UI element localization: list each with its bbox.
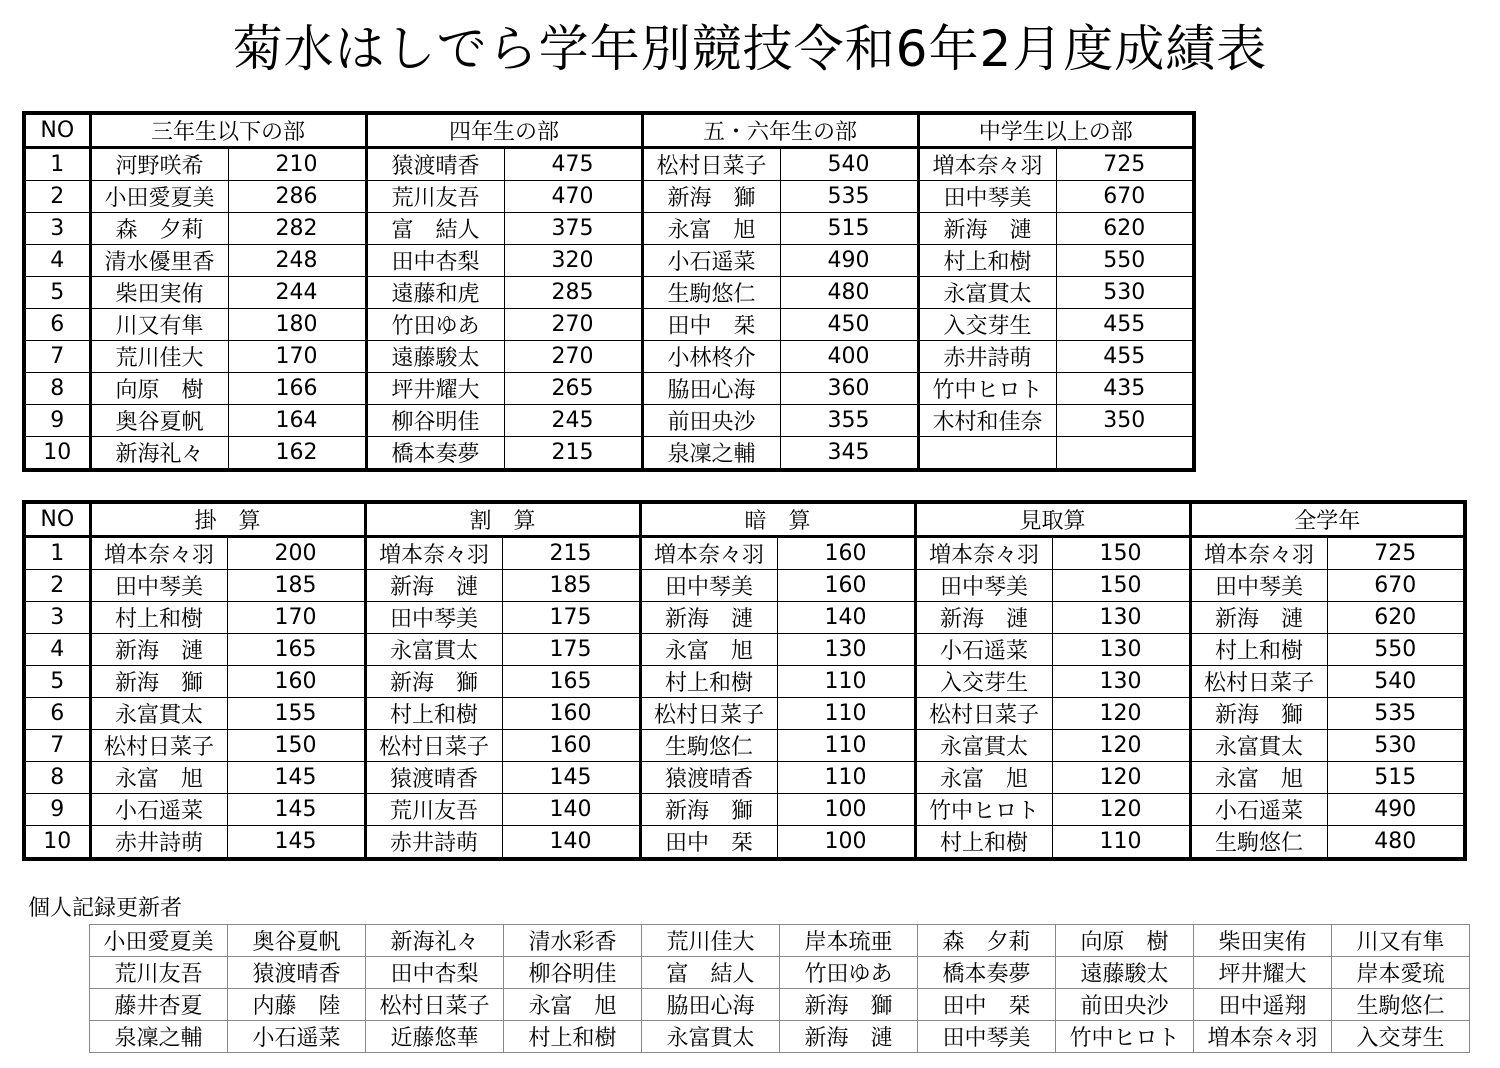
- rank-cell: 10: [24, 826, 90, 860]
- score-cell: 130: [1052, 602, 1190, 634]
- record-holder-cell: 藤井杏夏: [90, 989, 228, 1021]
- table-row: [24, 634, 1465, 666]
- subject-header-row: [24, 502, 1465, 537]
- name-cell: 荒川佳大: [90, 341, 228, 373]
- name-cell: [918, 437, 1056, 471]
- score-cell: 270: [504, 309, 642, 341]
- table-row: [24, 762, 1465, 794]
- record-holder-cell: 生駒悠仁: [1332, 989, 1470, 1021]
- record-row: [90, 957, 1470, 989]
- score-cell: 455: [1056, 341, 1194, 373]
- name-cell: 小石遥菜: [1190, 794, 1327, 826]
- score-cell: 130: [1052, 666, 1190, 698]
- name-cell: 小林柊介: [642, 341, 780, 373]
- score-cell: 140: [777, 602, 915, 634]
- score-cell: 455: [1056, 309, 1194, 341]
- name-cell: 新海 漣: [915, 602, 1052, 634]
- score-cell: 535: [1327, 698, 1465, 730]
- score-cell: 282: [228, 213, 366, 245]
- name-cell: 赤井詩萌: [365, 826, 502, 860]
- name-cell: 生駒悠仁: [640, 730, 777, 762]
- name-cell: 入交芽生: [915, 666, 1052, 698]
- record-row: [90, 989, 1470, 1021]
- rank-cell: 9: [24, 405, 90, 437]
- column-header-no: NO: [24, 113, 90, 148]
- record-holder-cell: 前田央沙: [1056, 989, 1194, 1021]
- table-row: [24, 698, 1465, 730]
- record-holder-cell: 田中琴美: [918, 1021, 1056, 1053]
- score-cell: 120: [1052, 730, 1190, 762]
- name-cell: 松村日菜子: [642, 148, 780, 181]
- record-holder-cell: 森 夕莉: [918, 925, 1056, 957]
- name-cell: 田中琴美: [640, 570, 777, 602]
- score-cell: 490: [780, 245, 918, 277]
- score-cell: 244: [228, 277, 366, 309]
- name-cell: 遠藤駿太: [366, 341, 504, 373]
- rank-cell: 8: [24, 373, 90, 405]
- name-cell: 柴田実侑: [90, 277, 228, 309]
- score-cell: 145: [227, 826, 365, 860]
- score-cell: 120: [1052, 794, 1190, 826]
- score-cell: 215: [502, 537, 640, 570]
- score-cell: 530: [1327, 730, 1465, 762]
- name-cell: 松村日菜子: [365, 730, 502, 762]
- name-cell: 猿渡晴香: [365, 762, 502, 794]
- name-cell: 田中琴美: [90, 570, 227, 602]
- score-cell: 165: [227, 634, 365, 666]
- score-cell: 150: [1052, 570, 1190, 602]
- name-cell: 田中 栞: [640, 826, 777, 860]
- name-cell: 新海 漣: [90, 634, 227, 666]
- name-cell: 川又有隼: [90, 309, 228, 341]
- record-holder-cell: 荒川友吾: [90, 957, 228, 989]
- name-cell: 永富 旭: [1190, 762, 1327, 794]
- name-cell: 田中杏梨: [366, 245, 504, 277]
- score-cell: 130: [777, 634, 915, 666]
- record-holder-cell: 永富 旭: [504, 989, 642, 1021]
- score-cell: 155: [227, 698, 365, 730]
- name-cell: 田中琴美: [915, 570, 1052, 602]
- name-cell: 清水優里香: [90, 245, 228, 277]
- record-holder-cell: 小田愛夏美: [90, 925, 228, 957]
- rank-cell: 6: [24, 698, 90, 730]
- record-holder-cell: 近藤悠華: [366, 1021, 504, 1053]
- name-cell: 新海 獅: [1190, 698, 1327, 730]
- rank-cell: 3: [24, 602, 90, 634]
- name-cell: 永富貫太: [918, 277, 1056, 309]
- table-row: [24, 277, 1194, 309]
- score-cell: 130: [1052, 634, 1190, 666]
- score-cell: 160: [227, 666, 365, 698]
- score-cell: 175: [502, 634, 640, 666]
- score-cell: 550: [1327, 634, 1465, 666]
- record-holder-cell: 田中杏梨: [366, 957, 504, 989]
- score-cell: 285: [504, 277, 642, 309]
- rank-cell: 4: [24, 245, 90, 277]
- record-holder-cell: 清水彩香: [504, 925, 642, 957]
- score-cell: 165: [502, 666, 640, 698]
- name-cell: 富 結人: [366, 213, 504, 245]
- record-holder-cell: 富 結人: [642, 957, 780, 989]
- name-cell: 村上和樹: [90, 602, 227, 634]
- score-cell: 540: [780, 148, 918, 181]
- score-cell: 320: [504, 245, 642, 277]
- record-holder-cell: 新海 漣: [780, 1021, 918, 1053]
- name-cell: 新海 漣: [640, 602, 777, 634]
- score-cell: 350: [1056, 405, 1194, 437]
- record-holder-cell: 松村日菜子: [366, 989, 504, 1021]
- score-cell: 160: [777, 537, 915, 570]
- record-holder-cell: 坪井耀大: [1194, 957, 1332, 989]
- record-holder-cell: 竹田ゆあ: [780, 957, 918, 989]
- name-cell: 増本奈々羽: [90, 537, 227, 570]
- name-cell: 小田愛夏美: [90, 181, 228, 213]
- score-cell: 210: [228, 148, 366, 181]
- name-cell: 生駒悠仁: [1190, 826, 1327, 860]
- score-cell: 110: [777, 666, 915, 698]
- record-holder-cell: 入交芽生: [1332, 1021, 1470, 1053]
- name-cell: 永富 旭: [640, 634, 777, 666]
- name-cell: 田中琴美: [918, 181, 1056, 213]
- score-cell: 400: [780, 341, 918, 373]
- name-cell: 松村日菜子: [1190, 666, 1327, 698]
- record-holder-cell: 猿渡晴香: [228, 957, 366, 989]
- score-cell: 620: [1327, 602, 1465, 634]
- name-cell: 河野咲希: [90, 148, 228, 181]
- name-cell: 小石遥菜: [90, 794, 227, 826]
- grade-results-table: [22, 111, 1196, 472]
- table-row: [24, 309, 1194, 341]
- name-cell: 村上和樹: [1190, 634, 1327, 666]
- name-cell: 永富貫太: [90, 698, 227, 730]
- score-cell: 100: [777, 826, 915, 860]
- score-cell: 670: [1056, 181, 1194, 213]
- score-cell: 100: [777, 794, 915, 826]
- name-cell: 坪井耀大: [366, 373, 504, 405]
- name-cell: 田中琴美: [365, 602, 502, 634]
- score-cell: 120: [1052, 762, 1190, 794]
- rank-cell: 5: [24, 277, 90, 309]
- name-cell: 荒川友吾: [366, 181, 504, 213]
- name-cell: 永富貫太: [1190, 730, 1327, 762]
- name-cell: 新海 漣: [918, 213, 1056, 245]
- name-cell: 新海 獅: [642, 181, 780, 213]
- score-cell: 515: [1327, 762, 1465, 794]
- name-cell: 松村日菜子: [90, 730, 227, 762]
- rank-cell: 8: [24, 762, 90, 794]
- name-cell: 猿渡晴香: [366, 148, 504, 181]
- score-cell: 160: [502, 730, 640, 762]
- rank-cell: 1: [24, 148, 90, 181]
- score-cell: 345: [780, 437, 918, 471]
- name-cell: 橋本奏夢: [366, 437, 504, 471]
- name-cell: 村上和樹: [918, 245, 1056, 277]
- score-cell: 140: [502, 826, 640, 860]
- score-cell: 120: [1052, 698, 1190, 730]
- score-cell: 160: [502, 698, 640, 730]
- table-row: [24, 213, 1194, 245]
- table-row: [24, 181, 1194, 213]
- score-cell: 435: [1056, 373, 1194, 405]
- name-cell: 新海 漣: [365, 570, 502, 602]
- score-cell: 180: [228, 309, 366, 341]
- name-cell: 永富 旭: [642, 213, 780, 245]
- score-cell: 215: [504, 437, 642, 471]
- score-cell: 725: [1056, 148, 1194, 181]
- score-cell: 170: [228, 341, 366, 373]
- record-holder-cell: 小石遥菜: [228, 1021, 366, 1053]
- score-cell: 286: [228, 181, 366, 213]
- name-cell: 小石遥菜: [642, 245, 780, 277]
- record-holder-cell: 向原 樹: [1056, 925, 1194, 957]
- column-header: 割 算: [365, 502, 640, 537]
- name-cell: 竹中ヒロト: [918, 373, 1056, 405]
- name-cell: 永富 旭: [915, 762, 1052, 794]
- score-cell: 140: [502, 794, 640, 826]
- record-holder-cell: 泉凜之輔: [90, 1021, 228, 1053]
- name-cell: 柳谷明佳: [366, 405, 504, 437]
- record-holder-cell: 永富貫太: [642, 1021, 780, 1053]
- rank-cell: 10: [24, 437, 90, 471]
- score-cell: 670: [1327, 570, 1465, 602]
- table-row: [24, 602, 1465, 634]
- name-cell: 村上和樹: [915, 826, 1052, 860]
- score-cell: 164: [228, 405, 366, 437]
- score-cell: 110: [777, 762, 915, 794]
- score-cell: 480: [1327, 826, 1465, 860]
- name-cell: 永富貫太: [915, 730, 1052, 762]
- score-cell: 515: [780, 213, 918, 245]
- table-row: [24, 373, 1194, 405]
- record-holder-cell: 田中 栞: [918, 989, 1056, 1021]
- table-row: [24, 666, 1465, 698]
- score-cell: 535: [780, 181, 918, 213]
- record-holder-cell: 脇田心海: [642, 989, 780, 1021]
- score-cell: 550: [1056, 245, 1194, 277]
- record-holder-cell: 新海礼々: [366, 925, 504, 957]
- name-cell: 木村和佳奈: [918, 405, 1056, 437]
- score-cell: 470: [504, 181, 642, 213]
- rank-cell: 2: [24, 570, 90, 602]
- table-row: [24, 405, 1194, 437]
- rank-cell: 4: [24, 634, 90, 666]
- rank-cell: 5: [24, 666, 90, 698]
- name-cell: 猿渡晴香: [640, 762, 777, 794]
- record-holder-cell: 内藤 陸: [228, 989, 366, 1021]
- grade-header-row: [24, 113, 1194, 148]
- score-cell: 145: [227, 762, 365, 794]
- score-cell: 620: [1056, 213, 1194, 245]
- records-label: 個人記録更新者: [28, 896, 183, 921]
- score-cell: 360: [780, 373, 918, 405]
- rank-cell: 7: [24, 341, 90, 373]
- score-cell: 725: [1327, 537, 1465, 570]
- rank-cell: 3: [24, 213, 90, 245]
- name-cell: 田中 栞: [642, 309, 780, 341]
- score-cell: 150: [227, 730, 365, 762]
- column-header: 中学生以上の部: [918, 113, 1194, 148]
- record-holder-cell: 田中遥翔: [1194, 989, 1332, 1021]
- table-row: [24, 730, 1465, 762]
- score-cell: 450: [780, 309, 918, 341]
- name-cell: 入交芽生: [918, 309, 1056, 341]
- name-cell: 赤井詩萌: [90, 826, 227, 860]
- name-cell: 村上和樹: [640, 666, 777, 698]
- record-holder-cell: 柳谷明佳: [504, 957, 642, 989]
- column-header: 四年生の部: [366, 113, 642, 148]
- name-cell: 遠藤和虎: [366, 277, 504, 309]
- name-cell: 松村日菜子: [640, 698, 777, 730]
- table-row: [24, 570, 1465, 602]
- column-header: 五・六年生の部: [642, 113, 918, 148]
- rank-cell: 6: [24, 309, 90, 341]
- name-cell: 新海 獅: [90, 666, 227, 698]
- record-holder-cell: 増本奈々羽: [1194, 1021, 1332, 1053]
- record-holders-table: [89, 924, 1470, 1053]
- name-cell: 増本奈々羽: [640, 537, 777, 570]
- score-cell: 265: [504, 373, 642, 405]
- score-cell: 185: [227, 570, 365, 602]
- score-cell: 375: [504, 213, 642, 245]
- name-cell: 増本奈々羽: [915, 537, 1052, 570]
- record-row: [90, 925, 1470, 957]
- record-holder-cell: 橋本奏夢: [918, 957, 1056, 989]
- page-title: 菊水はしでら学年別競技令和6年2月度成績表: [232, 20, 1268, 78]
- name-cell: 永富 旭: [90, 762, 227, 794]
- rank-cell: 9: [24, 794, 90, 826]
- name-cell: 新海 獅: [640, 794, 777, 826]
- record-holder-cell: 遠藤駿太: [1056, 957, 1194, 989]
- name-cell: 前田央沙: [642, 405, 780, 437]
- score-cell: 145: [502, 762, 640, 794]
- score-cell: 200: [227, 537, 365, 570]
- score-cell: 245: [504, 405, 642, 437]
- score-cell: 162: [228, 437, 366, 471]
- score-cell: 150: [1052, 537, 1190, 570]
- name-cell: 新海礼々: [90, 437, 228, 471]
- column-header-no: NO: [24, 502, 90, 537]
- score-cell: 490: [1327, 794, 1465, 826]
- record-holder-cell: 村上和樹: [504, 1021, 642, 1053]
- name-cell: 増本奈々羽: [1190, 537, 1327, 570]
- record-holder-cell: 荒川佳大: [642, 925, 780, 957]
- name-cell: 増本奈々羽: [918, 148, 1056, 181]
- name-cell: 小石遥菜: [915, 634, 1052, 666]
- score-cell: 185: [502, 570, 640, 602]
- rank-cell: 7: [24, 730, 90, 762]
- score-cell: 160: [777, 570, 915, 602]
- column-header: 暗 算: [640, 502, 915, 537]
- score-cell: 145: [227, 794, 365, 826]
- score-cell: 110: [1052, 826, 1190, 860]
- score-cell: 170: [227, 602, 365, 634]
- score-cell: 270: [504, 341, 642, 373]
- score-cell: 175: [502, 602, 640, 634]
- column-header: 全学年: [1190, 502, 1465, 537]
- record-holder-cell: 柴田実侑: [1194, 925, 1332, 957]
- record-holder-cell: 奥谷夏帆: [228, 925, 366, 957]
- score-cell: 480: [780, 277, 918, 309]
- subject-results-table: [22, 500, 1467, 861]
- score-cell: 248: [228, 245, 366, 277]
- name-cell: 泉凜之輔: [642, 437, 780, 471]
- table-row: [24, 794, 1465, 826]
- name-cell: 村上和樹: [365, 698, 502, 730]
- name-cell: 脇田心海: [642, 373, 780, 405]
- record-row: [90, 1021, 1470, 1053]
- name-cell: 竹田ゆあ: [366, 309, 504, 341]
- name-cell: 松村日菜子: [915, 698, 1052, 730]
- table-row: [24, 437, 1194, 471]
- score-cell: 166: [228, 373, 366, 405]
- rank-cell: 1: [24, 537, 90, 570]
- score-cell: [1056, 437, 1194, 471]
- name-cell: 赤井詩萌: [918, 341, 1056, 373]
- score-cell: 540: [1327, 666, 1465, 698]
- table-row: [24, 826, 1465, 860]
- score-cell: 110: [777, 730, 915, 762]
- column-header: 三年生以下の部: [90, 113, 366, 148]
- record-holder-cell: 岸本愛琉: [1332, 957, 1470, 989]
- name-cell: 生駒悠仁: [642, 277, 780, 309]
- column-header: 掛 算: [90, 502, 365, 537]
- record-holder-cell: 新海 獅: [780, 989, 918, 1021]
- name-cell: 向原 樹: [90, 373, 228, 405]
- score-cell: 355: [780, 405, 918, 437]
- column-header: 見取算: [915, 502, 1190, 537]
- score-cell: 110: [777, 698, 915, 730]
- name-cell: 竹中ヒロト: [915, 794, 1052, 826]
- table-row: [24, 341, 1194, 373]
- name-cell: 田中琴美: [1190, 570, 1327, 602]
- name-cell: 奥谷夏帆: [90, 405, 228, 437]
- name-cell: 新海 獅: [365, 666, 502, 698]
- record-holder-cell: 岸本琉亜: [780, 925, 918, 957]
- table-row: [24, 148, 1194, 181]
- score-cell: 530: [1056, 277, 1194, 309]
- name-cell: 新海 漣: [1190, 602, 1327, 634]
- score-cell: 475: [504, 148, 642, 181]
- name-cell: 増本奈々羽: [365, 537, 502, 570]
- table-row: [24, 245, 1194, 277]
- table-row: [24, 537, 1465, 570]
- name-cell: 森 夕莉: [90, 213, 228, 245]
- record-holder-cell: 竹中ヒロト: [1056, 1021, 1194, 1053]
- name-cell: 永富貫太: [365, 634, 502, 666]
- name-cell: 荒川友吾: [365, 794, 502, 826]
- rank-cell: 2: [24, 181, 90, 213]
- record-holder-cell: 川又有隼: [1332, 925, 1470, 957]
